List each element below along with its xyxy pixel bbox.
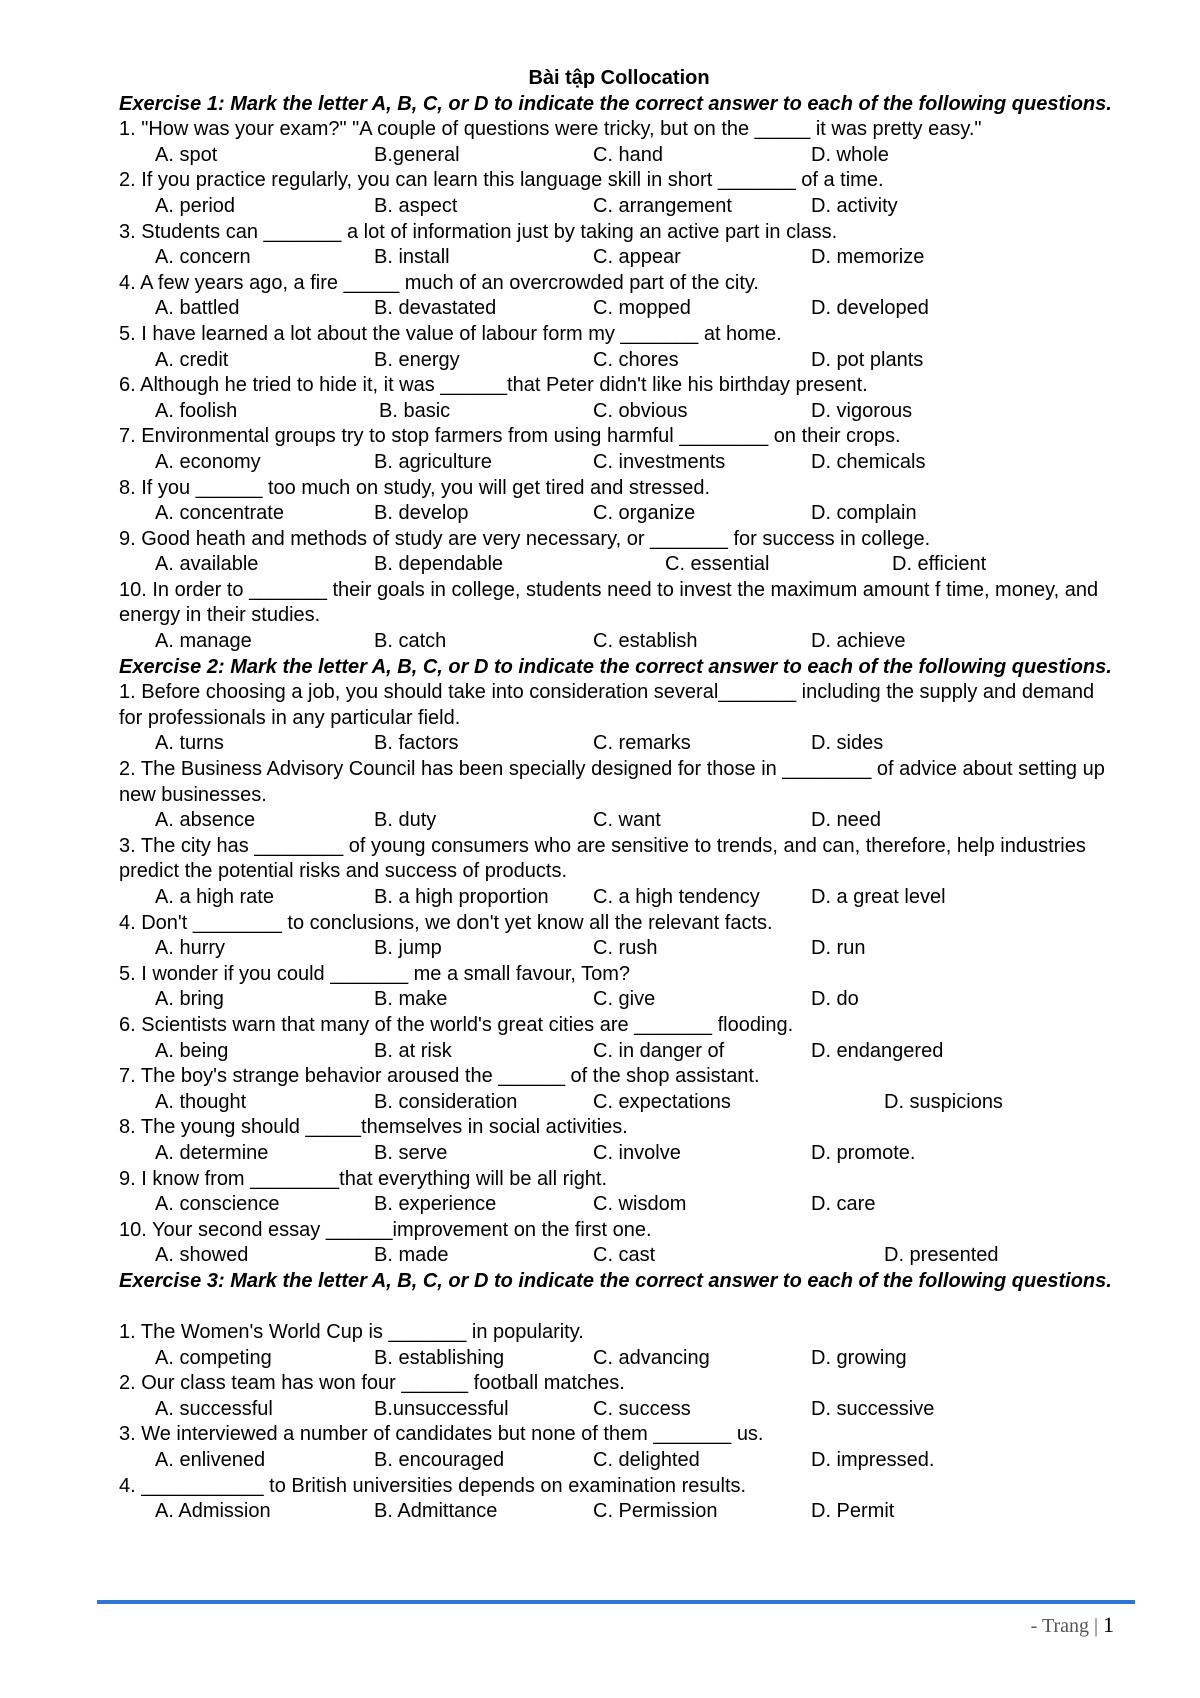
answer-option-b: B. make (374, 988, 448, 1011)
answer-option-a: A. being (155, 1039, 229, 1062)
answer-option-c: C. establish (593, 630, 698, 653)
exercise-heading: Exercise 3: Mark the letter A, B, C, or D to indicate the correct answer to each of the following questions. (119, 1269, 1112, 1292)
answer-option-b: B. experience (374, 1193, 497, 1216)
answer-option-d: D. run (811, 937, 866, 960)
answer-options (119, 1448, 1119, 1474)
answer-option-a: A. concentrate (155, 502, 284, 525)
answer-options (119, 987, 1119, 1013)
answer-option-a: A. available (155, 553, 259, 576)
answer-option-a: A. showed (155, 1244, 249, 1267)
answer-option-c: C. expectations (593, 1090, 731, 1113)
answer-option-a: A. period (155, 194, 236, 217)
question-text: 3. Students can _______ a lot of information just by taking an active part in class. (119, 220, 838, 243)
answer-option-b: B. a high proportion (374, 886, 549, 908)
answer-options (119, 1141, 1119, 1167)
answer-options (119, 629, 1119, 655)
answer-options (119, 450, 1119, 476)
answer-option-a: A. manage (155, 630, 252, 653)
answer-option-a: A. competing (155, 1346, 272, 1369)
question-text: 10. Your second essay ______improvement on the first one. (119, 1218, 652, 1241)
question-text: 5. I wonder if you could _______ me a small favour, Tom? (119, 962, 631, 985)
question-text: 3. We interviewed a number of candidates but none of them _______ us. (119, 1423, 764, 1446)
answer-option-c: C. a high tendency (593, 886, 760, 908)
answer-options (119, 501, 1119, 527)
answer-option-c: C. wisdom (593, 1193, 687, 1216)
answer-option-d: D. presented (884, 1244, 999, 1267)
answer-option-c: C. chores (593, 348, 679, 371)
answer-options (119, 1090, 1119, 1116)
answer-options (119, 245, 1119, 271)
answer-options (119, 348, 1119, 374)
answer-options (119, 1397, 1119, 1423)
answer-option-b: B. develop (374, 502, 469, 525)
answer-option-c: C. mopped (593, 297, 691, 320)
answer-option-c: C. hand (593, 143, 664, 166)
question-text: 10. In order to _______ their goals in college, students need to invest the maximum amount f time, money, and energy in their studies. (119, 578, 1099, 627)
answer-option-d: D. successive (811, 1397, 935, 1420)
question-text: 8. The young should _____themselves in social activities. (119, 1116, 628, 1139)
answer-option-a: A. credit (155, 348, 229, 371)
answer-option-c: C. want (593, 809, 661, 832)
answer-option-d: D. growing (811, 1346, 907, 1369)
answer-option-c: C. success (593, 1397, 691, 1420)
answer-option-b: B. dependable (374, 553, 504, 576)
footer-label: - Trang | (1030, 1615, 1103, 1637)
answer-option-a: A. determine (155, 1141, 269, 1164)
answer-options (119, 296, 1119, 322)
answer-option-c: C. remarks (593, 732, 691, 755)
answer-option-b: B. factors (374, 732, 459, 755)
document-title: Bài tập Collocation (528, 67, 710, 89)
answer-option-b: B. devastated (374, 297, 497, 320)
answer-option-d: D. memorize (811, 246, 925, 269)
answer-option-a: A. Admission (155, 1500, 271, 1523)
answer-option-c: C. arrangement (593, 194, 732, 217)
answer-option-d: D. a great level (811, 886, 946, 908)
answer-option-d: D. efficient (892, 553, 987, 576)
question-text: 3. The city has ________ of young consumers who are sensitive to trends, and can, therefore, help industries predict the potential risks and success of products. (119, 834, 1086, 883)
answer-options (119, 885, 1119, 911)
question-text: 1. "How was your exam?" "A couple of questions were tricky, but on the _____ it was pretty easy." (119, 118, 982, 141)
answer-option-c: C. obvious (593, 399, 688, 422)
answer-option-c: C. cast (593, 1244, 656, 1267)
answer-option-b: B. energy (374, 348, 460, 371)
answer-option-c: C. investments (593, 450, 726, 473)
answer-option-d: D. vigorous (811, 399, 913, 422)
answer-option-c: C. rush (593, 937, 658, 960)
question-text: 9. Good heath and methods of study are very necessary, or _______ for success in college. (119, 527, 931, 550)
answer-option-a: A. battled (155, 297, 240, 320)
answer-option-d: D. developed (811, 297, 929, 320)
answer-options (119, 1039, 1119, 1065)
question-text: 2. If you practice regularly, you can learn this language skill in short _______ of a time. (119, 169, 884, 192)
exercise-heading: Exercise 2: Mark the letter A, B, C, or D to indicate the correct answer to each of the following questions. (119, 655, 1112, 678)
answer-option-d: D. suspicions (884, 1090, 1003, 1113)
answer-options (119, 808, 1119, 834)
answer-option-a: A. a high rate (155, 886, 274, 908)
answer-option-b: B. basic (379, 399, 451, 422)
answer-option-d: D. Permit (811, 1500, 895, 1523)
answer-options (119, 552, 1119, 578)
answer-option-c: C. delighted (593, 1449, 700, 1472)
question-text: 4. ___________ to British universities depends on examination results. (119, 1474, 747, 1497)
question-text: 5. I have learned a lot about the value of labour form my _______ at home. (119, 322, 782, 345)
exercise-heading: Exercise 1: Mark the letter A, B, C, or D to indicate the correct answer to each of the following questions. (119, 92, 1112, 115)
answer-option-b: B. install (374, 246, 450, 269)
page-number: 1 (1103, 1612, 1114, 1637)
answer-option-a: A. hurry (155, 937, 226, 960)
answer-option-b: B. duty (374, 809, 437, 832)
answer-option-c: C. organize (593, 502, 696, 525)
answer-option-b: B. establishing (374, 1346, 505, 1369)
answer-option-a: A. turns (155, 732, 224, 755)
answer-option-d: D. do (811, 988, 859, 1011)
answer-option-b: B. aspect (374, 194, 458, 217)
exercise-list (119, 92, 1119, 1525)
question-text: 1. The Women's World Cup is _______ in popularity. (119, 1321, 584, 1344)
answer-options (119, 1243, 1119, 1269)
answer-options (119, 731, 1119, 757)
answer-option-b: B. agriculture (374, 450, 492, 473)
answer-options (119, 194, 1119, 220)
answer-option-d: D. promote. (811, 1141, 916, 1164)
answer-option-a: A. spot (155, 143, 218, 166)
answer-option-a: A. foolish (155, 399, 238, 422)
question-text: 8. If you ______ too much on study, you will get tired and stressed. (119, 476, 711, 499)
answer-option-a: A. concern (155, 246, 251, 269)
question-text: 6. Although he tried to hide it, it was ______that Peter didn't like his birthday present. (119, 374, 868, 397)
answer-option-d: D. impressed. (811, 1449, 935, 1472)
answer-option-b: B. jump (374, 937, 442, 960)
answer-option-b: B.unsuccessful (374, 1397, 509, 1420)
answer-option-b: B. encouraged (374, 1449, 505, 1472)
answer-options (119, 1499, 1119, 1525)
question-text: 9. I know from ________that everything will be all right. (119, 1167, 608, 1190)
answer-option-a: A. successful (155, 1397, 273, 1420)
answer-option-b: B. serve (374, 1141, 448, 1164)
answer-options (119, 143, 1119, 169)
answer-option-b: B. at risk (374, 1039, 452, 1062)
answer-option-d: D. sides (811, 732, 884, 755)
answer-option-b: B. consideration (374, 1090, 518, 1113)
answer-option-a: A. thought (155, 1090, 247, 1113)
answer-option-c: C. appear (593, 246, 681, 269)
question-text: 7. Environmental groups try to stop farmers from using harmful ________ on their crops. (119, 425, 901, 448)
answer-option-a: A. conscience (155, 1193, 280, 1216)
question-text: 4. Don't ________ to conclusions, we don't yet know all the relevant facts. (119, 911, 773, 934)
answer-option-c: C. advancing (593, 1346, 710, 1369)
answer-option-d: D. care (811, 1193, 876, 1216)
spacer (119, 1295, 1119, 1321)
answer-option-b: B. made (374, 1244, 449, 1267)
answer-option-d: D. achieve (811, 630, 906, 653)
answer-option-c: C. essential (665, 553, 770, 576)
question-text: 2. Our class team has won four ______ football matches. (119, 1372, 625, 1395)
answer-option-d: D. chemicals (811, 450, 926, 473)
answer-option-a: A. enlivened (155, 1449, 266, 1472)
answer-option-c: C. involve (593, 1141, 681, 1164)
answer-options (119, 936, 1119, 962)
answer-option-b: B. catch (374, 630, 447, 653)
answer-option-d: D. pot plants (811, 348, 924, 371)
answer-option-b: B.general (374, 143, 460, 166)
answer-options (119, 1192, 1119, 1218)
answer-option-a: A. economy (155, 450, 261, 473)
question-text: 1. Before choosing a job, you should take into consideration several_______ including the supply and demand for professionals in any particular field. (119, 681, 1095, 729)
answer-option-c: C. in danger of (593, 1039, 725, 1062)
answer-option-b: B. Admittance (374, 1500, 498, 1523)
answer-option-a: A. bring (155, 988, 224, 1011)
answer-option-c: C. Permission (593, 1500, 718, 1523)
footer-divider (97, 1600, 1135, 1604)
page-footer (1031, 1612, 1114, 1638)
answer-options (119, 1346, 1119, 1372)
question-text: 7. The boy's strange behavior aroused the ______ of the shop assistant. (119, 1065, 760, 1088)
answer-option-d: D. whole (811, 143, 889, 166)
answer-option-d: D. endangered (811, 1039, 944, 1062)
answer-option-c: C. give (593, 988, 656, 1011)
question-text: 4. A few years ago, a fire _____ much of an overcrowded part of the city. (119, 271, 759, 294)
answer-option-d: D. need (811, 809, 882, 832)
question-text: 6. Scientists warn that many of the world's great cities are _______ flooding. (119, 1013, 794, 1036)
question-text: 2. The Business Advisory Council has been specially designed for those in ________ of advice about setting up new businesses. (119, 758, 1105, 806)
answer-option-a: A. absence (155, 809, 256, 832)
answer-option-d: D. activity (811, 194, 898, 217)
answer-option-d: D. complain (811, 502, 917, 525)
document-content (119, 66, 1119, 1525)
answer-options (119, 399, 1119, 425)
